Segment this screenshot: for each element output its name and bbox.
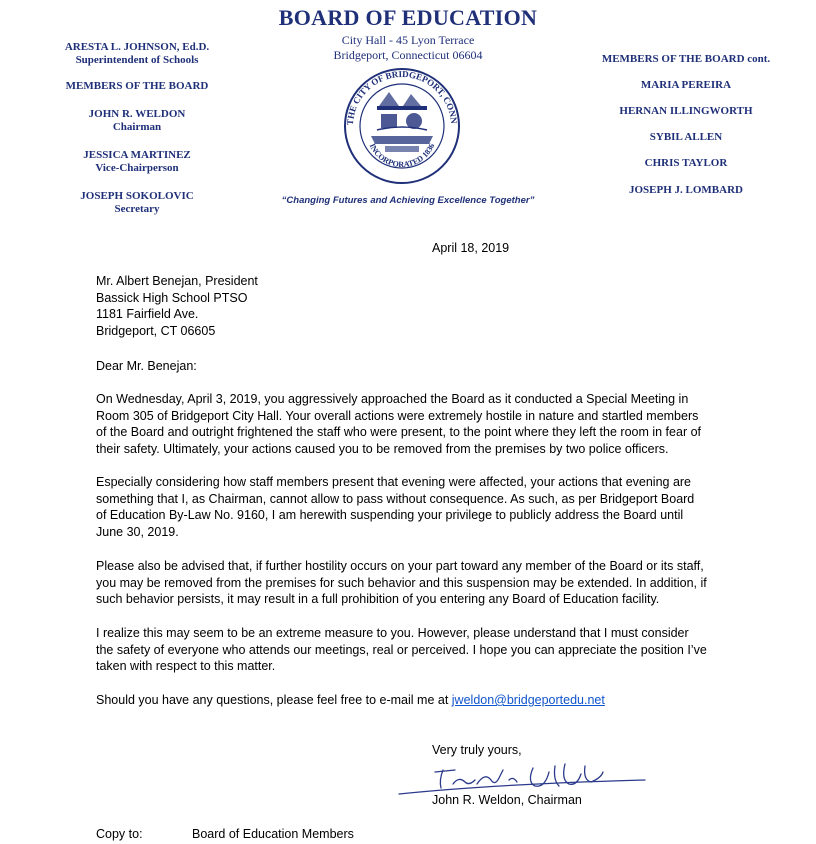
members-heading-text: MEMBERS OF THE BOARD bbox=[65, 80, 209, 92]
board-member bbox=[576, 184, 796, 197]
board-member bbox=[576, 157, 796, 170]
paragraph bbox=[96, 625, 736, 675]
closing-text: Should you have any questions, please feel free to e-mail me at bbox=[96, 693, 452, 707]
paragraph-line: of the Board and outright frightened the staff who were present, to the point where they left the room in fear of bbox=[96, 425, 701, 440]
superintendent-name: ARESTA L. JOHNSON, Ed.D. bbox=[64, 41, 210, 53]
salutation: Dear Mr. Benejan: bbox=[96, 359, 197, 373]
board-member-name: JOSEPH SOKOLOVIC bbox=[80, 190, 194, 202]
members-heading-cont bbox=[576, 53, 796, 66]
board-member bbox=[576, 79, 796, 92]
paragraph-line: June 30, 2019. bbox=[96, 524, 179, 539]
email-link[interactable]: jweldon@bridgeportedu.net bbox=[451, 693, 605, 707]
seal-inner-text: INCORPORATED 1836 bbox=[367, 142, 437, 170]
board-member-role: Secretary bbox=[114, 203, 160, 215]
seal-outer-text: THE CITY OF BRIDGEPORT, CONN bbox=[344, 68, 460, 126]
svg-text:SEAL OF THE CITY OF BRIDGEPORT bbox=[337, 66, 459, 126]
paragraph-line: On Wednesday, April 3, 2019, you aggressively approached the Board as it conducted a Special Meeting in bbox=[96, 392, 689, 406]
recipient-line: 1181 Fairfield Ave. bbox=[96, 307, 199, 322]
signer-name: John R. Weldon, Chairman bbox=[432, 793, 582, 807]
recipient-line: Mr. Albert Benejan, President bbox=[96, 274, 258, 288]
recipient-line: Bridgeport, CT 06605 bbox=[96, 323, 216, 338]
board-member-name: JESSICA MARTINEZ bbox=[83, 149, 191, 161]
board-member-name: JOHN R. WELDON bbox=[88, 108, 186, 120]
board-member bbox=[576, 105, 796, 118]
paragraph-line: I realize this may seem to be an extreme measure to you. However, please understand that I must consider bbox=[96, 626, 689, 640]
recipient-line: Bassick High School PTSO bbox=[96, 290, 248, 305]
members-heading bbox=[20, 80, 254, 93]
paragraph-line: the safety of everyone who attends our meetings, real or perceived. I hope you can appreciate the position I’ve bbox=[96, 642, 707, 657]
letter-date: April 18, 2019 bbox=[432, 241, 510, 255]
board-member-role: Vice-Chairperson bbox=[95, 162, 179, 174]
board-member bbox=[20, 108, 254, 134]
board-member bbox=[20, 190, 254, 216]
city-seal-icon bbox=[337, 66, 467, 186]
paragraph-line: their safety. Ultimately, your actions caused you to be removed from the premises by two police officers. bbox=[96, 441, 669, 456]
paragraph-line: such behavior persists, it may result in a full prohibition of you entering any Board of Education facility. bbox=[96, 592, 660, 607]
copy-recipients: Board of Education Members bbox=[192, 827, 354, 841]
board-member-name: SYBIL ALLEN bbox=[649, 131, 723, 143]
letterhead-address-line2: Bridgeport, Connecticut 06604 bbox=[333, 48, 483, 62]
paragraph-line: you may be removed from the premises for such behavior and this suspension may be extended. In addition, if bbox=[96, 575, 707, 590]
board-member-name: HERNAN ILLINGWORTH bbox=[619, 105, 753, 117]
board-member bbox=[576, 131, 796, 144]
board-member bbox=[20, 149, 254, 175]
valediction: Very truly yours, bbox=[432, 743, 522, 757]
paragraph bbox=[96, 391, 736, 457]
paragraph-line: of Education By-Law No. 9160, I am herewith suspending your privilege to publicly address the Board until bbox=[96, 508, 684, 523]
closing-line bbox=[96, 692, 736, 709]
superintendent-title: Superintendent of Schools bbox=[75, 54, 199, 66]
paragraph bbox=[96, 558, 736, 608]
board-member-name: JOSEPH J. LOMBARD bbox=[629, 184, 743, 196]
paragraph-line: something that I, as Chairman, cannot allow to pass without consequence. As such, as per Bridgeport Board bbox=[96, 491, 695, 506]
paragraph-line: Especially considering how staff members present that evening were affected, your actions that evening are bbox=[96, 475, 692, 489]
tagline: “Changing Futures and Achieving Excellence Together” bbox=[281, 195, 535, 206]
members-heading-cont-text: MEMBERS OF THE BOARD cont. bbox=[601, 53, 771, 65]
paragraph-line: Please also be advised that, if further hostility occurs on your part toward any member of the Board or its staff, bbox=[96, 559, 704, 573]
board-member-name: CHRIS TAYLOR bbox=[644, 157, 728, 169]
board-member-name: MARIA PEREIRA bbox=[640, 79, 732, 91]
letterhead-title: BOARD OF EDUCATION bbox=[278, 5, 538, 30]
board-member-role: Chairman bbox=[112, 121, 162, 133]
paragraph-line: Room 305 of Bridgeport City Hall. Your overall actions were extremely hostile in nature and startled members bbox=[96, 408, 699, 423]
superintendent-block bbox=[20, 41, 254, 67]
letterhead-address-line1: City Hall - 45 Lyon Terrace bbox=[341, 33, 475, 47]
paragraph bbox=[96, 474, 736, 540]
recipient-address bbox=[96, 273, 736, 339]
paragraph-line: taken with respect to this matter. bbox=[96, 659, 276, 674]
copy-label: Copy to: bbox=[96, 827, 143, 841]
